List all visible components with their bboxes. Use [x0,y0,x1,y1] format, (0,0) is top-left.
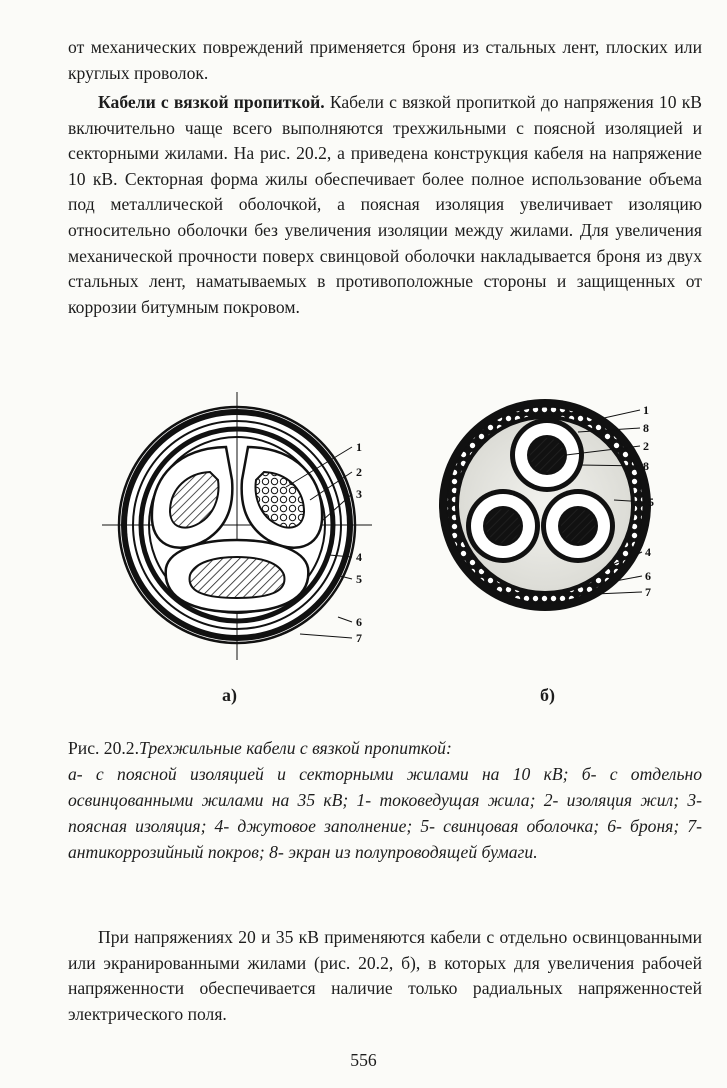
callout-b-8-top: 8 [643,421,649,435]
cable-b-drawing [439,399,654,611]
core-left [466,489,540,563]
callout-b-8: 8 [643,459,649,473]
page-number: 556 [350,1050,377,1070]
core-right [541,489,615,563]
callout-a-1: 1 [356,440,362,454]
callout-b-1: 1 [643,403,649,417]
paragraph-high-voltage [68,925,702,1027]
paragraph-3-text: При напряжениях 20 и 35 кВ применяются кабели с отдельно освинцованными или экранированными жилами (рис. 20.2, б), в которых для увеличения рабочей напряженности обеспечивается наличие только радиальных напряженностей электрического поля. [68,927,702,1024]
callout-b-5: 5 [648,495,654,509]
callout-b-6: 6 [645,569,651,583]
callout-a-4: 4 [356,550,362,564]
paragraph-viscous-cables [68,90,702,320]
callout-b-2: 2 [643,439,649,453]
paragraph-1-text: от механических повреждений применяется броня из стальных лент, плоских или круглых проволок. [68,37,702,83]
figure-caption [68,735,702,865]
callout-b-7: 7 [645,585,651,599]
callout-b-4: 4 [645,545,651,559]
callout-a-5: 5 [356,572,362,586]
callout-a-2: 2 [356,465,362,479]
caption-title: Трехжильные кабели с вязкой пропиткой: [139,738,452,758]
callout-a-7: 7 [356,631,362,645]
caption-body: а- с поясной изоляцией и секторными жилами на 10 кВ; б- с отдельно освинцованными жилами на 35 кВ; 1- токоведущая жила; 2- изоляция жил; 3- поясная изоляция; 4- джутовое заполнение; 5- свинцовая оболочка; 6- броня; 7- антикоррозийный покров; 8- экран из полупроводящей бумаги. [68,764,702,862]
cable-cross-section-figure [0,380,727,720]
callout-a-3: 3 [356,487,362,501]
core-top [510,418,584,492]
callout-a-6: 6 [356,615,362,629]
caption-number: Рис. 20.2. [68,738,139,758]
paragraph-2-lead: Кабели с вязкой пропиткой. [98,92,325,112]
figure-label-b: б) [540,685,555,705]
cable-a-drawing [102,392,372,660]
figure-label-a: а) [222,685,237,705]
paragraph-2-text: Кабели с вязкой пропиткой до напряжения 10 кВ включительно чаще всего выполняются трехжильными с поясной изоляцией и секторными жилами. На рис. 20.2, а приведена конструкция кабеля на напряжение 10 кВ. Секторная форма жилы обеспечивает более полное использование объема под металлической оболочкой, а поясная изоляция увеличивает изоляцию относительно оболочки без увеличения изоляции между жилами. Для увеличения механической прочности поверх свинцовой оболочки накладывается броня из двух стальных лент, наматываемых в противоположные стороны и защищенных от коррозии битумным покровом. [68,92,702,317]
paragraph-continuation [68,35,702,86]
